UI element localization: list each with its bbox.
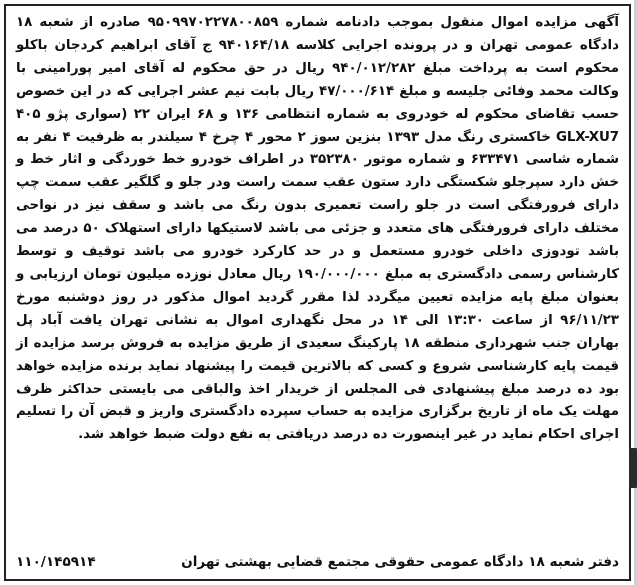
reference-number: ۱۱۰/۱۴۵۹۱۴ (16, 554, 96, 570)
issuer-signature: دفتر شعبه ۱۸ دادگاه عمومی حقوقی مجتمع قضایی بهشتی تهران (181, 554, 619, 570)
auction-notice (4, 4, 631, 581)
scan-artifact (629, 448, 637, 488)
notice-footer (16, 551, 619, 573)
notice-body: آگهی مزایده اموال منقول بموجب دادنامه شماره ۹۵۰۹۹۷۰۲۲۷۸۰۰۸۵۹ صادره از شعبه ۱۸ دادگاه عمومی تهران و در پرونده اجرایی کلاسه ۹۴۰۱۶۴/۱۸ ج آقای ابراهیم کردجان باکلو محکوم است به پرداخت مبلغ ۹۴۰/۰۱۲/۲۸۲ ریال در حق محکوم له آقای امیر پورامینی با وکالت محمد وفائی جلیسه و مبلغ ۴۷/۰۰۰/۶۱۴ ریال بابت نیم عشر اجرایی که در این خصوص حسب تقاضای محکوم له خودروی به شماره انتظامی ۱۳۶ و ۶۸ ایران ۲۲ (سواری پژو ۴۰۵ GLX-XU7 خاکستری رنگ مدل ۱۳۹۳ بنزین سوز ۲ محور ۴ چرخ ۴ سیلندر به ظرفیت ۴ نفر به شماره شاسی ۶۳۳۴۷۱ و شماره موتور ۳۵۲۳۸۰ در اطراف خودرو خط خوردگی و اثار خط و خش دارد سپرجلو شکستگی دارد ستون عقب سمت راست ودر جلو و گلگیر عقب سمت چپ دارای فرورفتگی است در جلو راست تعمیری بدون رنگ می باشد و سقف نیز در نواحی مختلف دارای فرورفتگی های متعدد و جزئی می باشد لاستیکها دارای استهلاک ۵۰ درصد می باشد تودوزی داخلی خودرو مستعمل و در حد کارکرد خودرو می باشد توقیف و توسط کارشناس رسمی دادگستری به مبلغ ۱۹۰/۰۰۰/۰۰۰ ریال معادل نوزده میلیون تومان ارزیابی و بعنوان مبلغ پایه مزایده تعیین میگردد لذا مقرر گردید اموال مذکور در روز دوشنبه مورخ ۹۶/۱۱/۲۳ از ساعت ۱۳:۳۰ الی ۱۴ در محل نگهداری اموال به نشانی تهران یافت آباد پل بهاران جنب شهرداری منطقه ۱۸ پارکینگ سعیدی از طریق مزایده به فروش برسد مزایده از قیمت پایه کارشناسی شروع و کسی که بالاترین قیمت را پیشنهاد نماید برنده مزایده خواهد بود ده درصد مبلغ پیشنهادی فی المجلس از خریدار اخذ والباقی می بایستی حداکثر ظرف مهلت یک ماه از تاریخ برگزاری مزایده به حساب سپرده دادگستری واریز و قبض آن را تسلیم اجرای احکام نماید در غیر اینصورت ده درصد دریافتی به نفع دولت ضبط خواهد شد. (16, 15, 620, 443)
